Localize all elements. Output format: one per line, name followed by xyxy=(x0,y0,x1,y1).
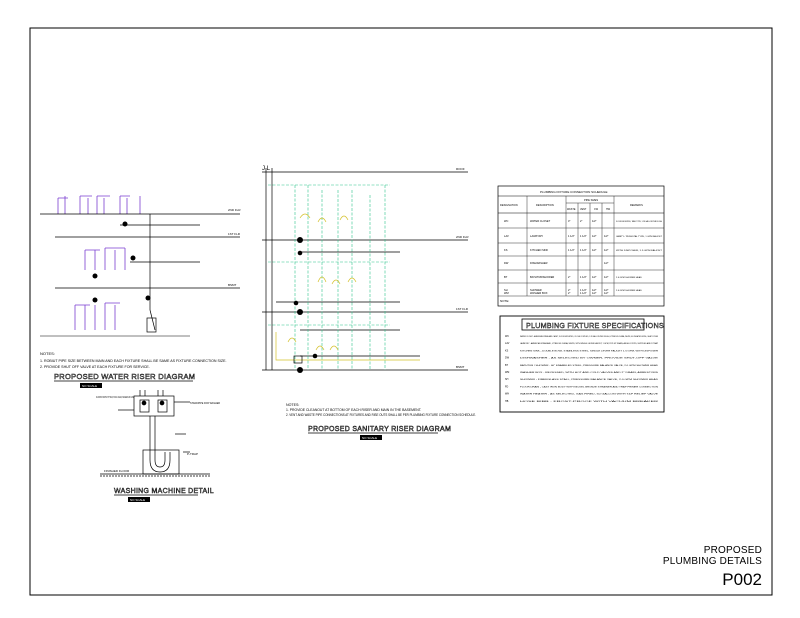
fixture-specs-title: PLUMBING FIXTURE SPECIFICATIONS xyxy=(526,321,664,330)
schedule-cell: WASHER BOX xyxy=(530,292,548,295)
schedule-cell: 2.0 GPM SHOWER HEAD xyxy=(616,277,642,279)
svg-text:BSMT: BSMT xyxy=(228,283,237,287)
schedule-header-designation: DESIGNATION xyxy=(500,204,518,207)
svg-text:BSMT: BSMT xyxy=(456,365,465,369)
schedule-cell: WC xyxy=(504,220,509,223)
schedule-cell: 2" xyxy=(580,220,583,223)
schedule-cell: 1/2" xyxy=(592,249,597,252)
svg-text:1ST FLR: 1ST FLR xyxy=(456,307,468,311)
water-riser-title: PROPOSED WATER RISER DIAGRAM xyxy=(54,372,196,381)
schedule-cell: 2.0 GPM SHOWER HEAD xyxy=(616,290,642,292)
schedule-cell: DW xyxy=(504,262,509,265)
spec-item-code: HB xyxy=(505,399,509,403)
washing-machine-title: WASHING MACHINE DETAIL xyxy=(114,488,214,495)
sanitary-riser-note-1: 1. PROVIDE CLEANOUT AT BOTTOM OF EACH RISER AND MAIN IN THE BASEMENT. xyxy=(286,408,422,412)
title-block xyxy=(663,545,762,590)
svg-text:2ND FLR: 2ND FLR xyxy=(228,208,241,212)
spec-item-description: LAVATORY - AMERICAN STANDARD, VITREOUS CHINA, WHITE, WITH SINGLE LEVER FAUCET, 1 GPM, POP-UP DRAIN, ANGLE STOPS, SUPPLIES AND P-TRAP xyxy=(520,343,685,346)
spec-item-description: WASHER BOX - RECESSED, WITH HOT AND COLD VALVES AND 2" DRAIN, ARRESTORS xyxy=(520,372,612,374)
schedule-header-remarks: REMARKS xyxy=(630,204,643,207)
spec-item-description: SHOWER - FIBERGLASS STALL, PRESSURE BALANCE VALVE, 2.0 GPM SHOWER HEAD xyxy=(520,379,612,382)
spec-item-code: DW xyxy=(505,356,509,360)
title-block-line-2: PLUMBING DETAILS xyxy=(662,556,762,567)
spec-item-description: BATHTUB / SHOWER - 60" ENAMELED STEEL, PRESSURE BALANCE VALVE, 2.0 GPM SHOWER HEAD xyxy=(520,364,626,367)
schedule-cell: 1/2" xyxy=(604,276,609,279)
schedule-cell: 1/2" xyxy=(592,276,597,279)
schedule-cell: SH xyxy=(504,289,508,292)
schedule-cell: KS xyxy=(504,249,508,252)
svg-text:2ND FLR: 2ND FLR xyxy=(456,235,469,239)
water-riser-note-2: 2. PROVIDE SHUT OFF VALVE AT EACH FIXTURE FOR SERVICE. xyxy=(40,365,150,369)
schedule-cell: BATHTUB/SHOWER xyxy=(530,276,555,279)
sanitary-riser-diagram xyxy=(262,166,469,373)
fixture-schedule-group-header: PIPE SIZES xyxy=(584,199,599,202)
schedule-cell: 1 1/2" xyxy=(568,235,575,238)
schedule-cell: 1/2" xyxy=(604,235,609,238)
schedule-cell: DISHWASHER xyxy=(530,262,548,265)
sheet-border xyxy=(30,28,772,595)
spec-item-code: WH xyxy=(505,392,509,396)
schedule-cell: 1/2" xyxy=(604,289,609,292)
schedule-cell: LAV xyxy=(504,235,509,238)
fixture-specifications xyxy=(500,316,704,412)
svg-text:J L: J L xyxy=(262,166,271,172)
spec-item-description: DISHWASHER - AS SELECTED BY OWNER, PROVIDE SHUT-OFF VALVE xyxy=(520,357,595,360)
sanitary-riser-note-2: 2. VENT AND WASTE PIPE CONNECTIONS AT FIXTURES AND RISE OUTS SHALL BE PER PLUMBING FIXTURE CONNECTION SCHEDULE. xyxy=(286,413,477,417)
schedule-cell: 1 1/2" xyxy=(580,289,587,292)
schedule-cell: BT xyxy=(504,276,508,279)
wm-label-standpipe: STANDPIPE FOR WASHER xyxy=(190,401,221,405)
schedule-cell: 1/2" xyxy=(604,249,609,252)
svg-text:1ST FLR: 1ST FLR xyxy=(228,232,240,236)
fixture-schedule xyxy=(498,186,677,306)
schedule-cell: WITH DISPOSER, 1.5 GPM FAUCET xyxy=(616,250,653,252)
schedule-cell: 1/2" xyxy=(592,292,597,295)
water-riser-note-1: 1. ROBIUT PIPE SIZE BETWEEN MAIN AND EACH FIXTURE SHALL BE SAME AS FIXTURE CONNECTION SIZE. xyxy=(40,359,227,363)
schedule-cell: 2" xyxy=(568,292,571,295)
schedule-cell: 3" xyxy=(568,220,571,223)
spec-item-description: WATER CLOSET - AMERICAN STANDARD CADET, FLOOR MOUNTED, CLOSE COUPLED, 1.28 GALLON PER FLUSH, VITREOUS CHINA, WHITE, ELONGATED BOWL, SEAT COVER xyxy=(520,336,704,338)
sanitary-riser-scale: NO SCALE xyxy=(362,436,378,440)
spec-item-description: FLOOR DRAIN - CAST IRON BODY WITH NICKEL BRONZE STRAINER AND TRAP PRIMER CONNECTION xyxy=(520,386,628,389)
schedule-cell: 1 1/2" xyxy=(580,292,587,295)
schedule-cell: FLOOR MOUNTED, TANK TYPE, 1.28 GALLON PER FLUSH xyxy=(616,221,677,223)
schedule-cell: 1/2" xyxy=(592,220,597,223)
water-riser-diagram xyxy=(40,196,241,336)
spec-item-code: WM xyxy=(505,371,510,374)
spec-item-code: WC xyxy=(505,335,509,338)
svg-text:ROOF: ROOF xyxy=(456,167,465,171)
sanitary-riser-notes-heading: NOTES: xyxy=(286,403,300,407)
schedule-cell: 1 1/2" xyxy=(580,249,587,252)
schedule-cell: 1 1/2" xyxy=(580,235,587,238)
schedule-header-cw: CW xyxy=(594,208,598,211)
sanitary-riser-title: PROPOSED SANITARY RISER DIAGRAM xyxy=(308,426,452,433)
schedule-cell: 1/2" xyxy=(592,289,597,292)
schedule-cell: LAVATORY xyxy=(530,235,544,238)
spec-item-description: WATER HEATER - AS SELECTED, GAS FIRED, 50 GALLON WITH T&P RELIEF VALVE xyxy=(520,393,607,396)
water-riser-notes-heading: NOTES: xyxy=(40,351,55,356)
wm-label-floor: FINISHED FLOOR xyxy=(104,469,130,473)
schedule-cell: 1/2" xyxy=(604,262,609,265)
fixture-schedule-note-heading: NOTE: xyxy=(500,299,510,303)
schedule-header-description: DESCRIPTION xyxy=(536,204,554,207)
sheet-number: P002 xyxy=(722,570,762,589)
title-block-line-1: PROPOSED xyxy=(703,545,762,556)
wm-label-supply: FLOOR BOX SUPPLY FITTINGS, WITH 2 VALVES, WASHERS AND CASE xyxy=(96,395,134,399)
spec-item-code: FD xyxy=(505,385,509,389)
schedule-cell: SHOWER xyxy=(530,289,542,292)
water-riser-scale: NO SCALE xyxy=(82,384,98,388)
schedule-header-vent: VENT xyxy=(580,208,587,211)
spec-item-code: KS xyxy=(505,349,509,353)
spec-item-description: KITCHEN SINK - DOUBLE BOWL STAINLESS STEEL, SINGLE LEVER FAUCET 1.5 GPM, WITH DISPOSER xyxy=(520,350,628,353)
schedule-header-hw: HW xyxy=(606,208,610,211)
schedule-cell: KITCHEN SINK xyxy=(530,249,549,252)
schedule-cell: 2" xyxy=(568,276,571,279)
schedule-cell: WM xyxy=(504,292,509,295)
spec-item-description: HOSE BIBB - FROST-PROOF WITH VACUUM BREAKER xyxy=(520,400,577,403)
schedule-cell: 1 1/2" xyxy=(568,249,575,252)
spec-item-code: SH xyxy=(505,378,509,382)
schedule-cell: 1 1/2" xyxy=(580,276,587,279)
spec-item-code: BT xyxy=(505,363,509,367)
fixture-schedule-title: PLUMBING FIXTURE CONNECTION SCHEDULE xyxy=(540,190,608,194)
schedule-cell: WATER CLOSET xyxy=(530,220,551,223)
schedule-cell: VANITY / PEDESTAL TYPE, 1 GPM FAUCET xyxy=(616,236,661,238)
schedule-cell: 2" xyxy=(568,289,571,292)
schedule-header-waste: WASTE xyxy=(567,208,576,211)
wm-label-ptrap: P-TRAP xyxy=(187,452,199,456)
washing-machine-scale: NO SCALE xyxy=(130,498,146,502)
schedule-cell: 1/2" xyxy=(592,235,597,238)
schedule-cell: 1/2" xyxy=(604,292,609,295)
spec-item-code: LAV xyxy=(505,342,510,346)
